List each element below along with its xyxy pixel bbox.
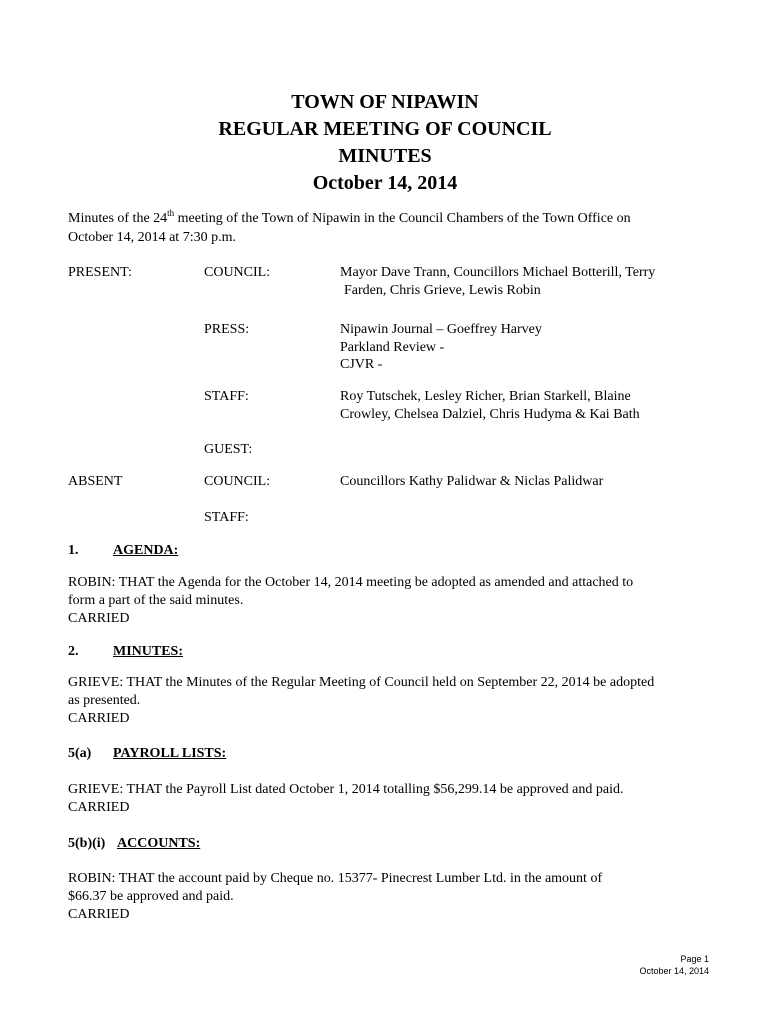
intro-text-a: Minutes of the 24: [68, 211, 168, 226]
section-5a-carried: CARRIED: [68, 800, 130, 815]
section-5a-motion-line1: GRIEVE: THAT the Payroll List dated October 1, 2014 totalling $56,299.14 be approved and paid.: [68, 782, 624, 797]
council-label: COUNCIL:: [204, 265, 271, 280]
absent-label: ABSENT: [68, 474, 123, 489]
title-town: TOWN OF NIPAWIN: [291, 91, 479, 113]
section-2-motion-line1: GRIEVE: THAT the Minutes of the Regular Meeting of Council held on September 22, 2014 be adopted: [68, 675, 655, 690]
section-2-carried: CARRIED: [68, 711, 130, 726]
title-date: October 14, 2014: [312, 172, 458, 194]
section-5bi-number: 5(b)(i): [68, 836, 106, 851]
section-5bi-carried: CARRIED: [68, 907, 130, 922]
footer-page-number: Page 1: [680, 954, 709, 964]
intro-paragraph-line2: October 14, 2014 at 7:30 p.m.: [68, 230, 236, 245]
document-title: [0, 89, 770, 197]
section-2-number: 2.: [68, 644, 79, 659]
section-1-carried: CARRIED: [68, 611, 130, 626]
title-minutes: MINUTES: [338, 145, 432, 167]
section-5bi-heading: ACCOUNTS:: [117, 836, 201, 851]
intro-text-b: meeting of the Town of Nipawin in the Council Chambers of the Town Office on: [174, 211, 631, 226]
present-label: PRESENT:: [68, 265, 132, 280]
section-1-motion-line1: ROBIN: THAT the Agenda for the October 14, 2014 meeting be adopted as amended and attached to: [68, 575, 634, 590]
press-line1: Nipawin Journal – Goeffrey Harvey: [340, 322, 542, 337]
page-footer: [639, 953, 709, 977]
staff-line2: Crowley, Chelsea Dalziel, Chris Hudyma & Kai Bath: [340, 407, 640, 422]
guest-label: GUEST:: [204, 442, 253, 457]
staff-line1: Roy Tutschek, Lesley Richer, Brian Starkell, Blaine: [340, 389, 631, 404]
section-5bi-motion-line1: ROBIN: THAT the account paid by Cheque no. 15377- Pinecrest Lumber Ltd. in the amount of: [68, 871, 603, 886]
section-2-heading: MINUTES:: [113, 644, 184, 659]
absent-staff-label: STAFF:: [204, 510, 249, 525]
section-2-motion-line2: as presented.: [68, 693, 141, 708]
title-meeting: REGULAR MEETING OF COUNCIL: [218, 118, 552, 140]
section-1-motion-line2: form a part of the said minutes.: [68, 593, 244, 608]
council-members-line1: Mayor Dave Trann, Councillors Michael Botterill, Terry: [340, 265, 656, 280]
footer-date: October 14, 2014: [639, 966, 709, 976]
section-1-number: 1.: [68, 543, 79, 558]
intro-paragraph-line1: [68, 210, 631, 228]
section-5a-heading: PAYROLL LISTS:: [113, 746, 227, 761]
section-1-heading: AGENDA:: [113, 543, 179, 558]
intro-superscript: th: [167, 208, 175, 218]
section-5a-number: 5(a): [68, 746, 92, 761]
council-members-line2: Farden, Chris Grieve, Lewis Robin: [344, 283, 541, 298]
press-line3: CJVR -: [340, 357, 383, 372]
section-5bi-motion-line2: $66.37 be approved and paid.: [68, 889, 234, 904]
absent-council-members: Councillors Kathy Palidwar & Niclas Palidwar: [340, 474, 604, 489]
press-line2: Parkland Review -: [340, 340, 445, 355]
press-label: PRESS:: [204, 322, 250, 337]
absent-council-label: COUNCIL:: [204, 474, 271, 489]
staff-label: STAFF:: [204, 389, 249, 404]
